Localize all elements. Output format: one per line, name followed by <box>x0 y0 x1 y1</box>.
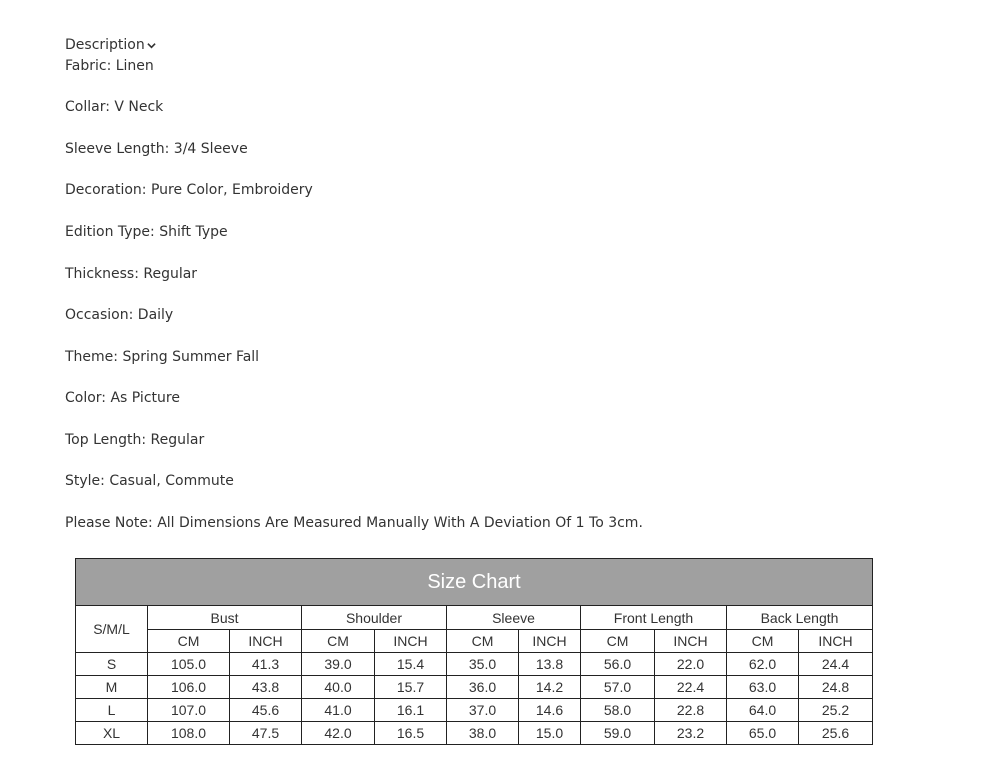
group-header-sleeve: Sleeve <box>447 606 581 630</box>
unit-header-inch: INCH <box>230 630 302 653</box>
table-cell: 25.6 <box>799 722 873 745</box>
table-cell: 14.6 <box>519 699 581 722</box>
spec-occasion: Occasion: Daily <box>65 307 174 323</box>
unit-header-inch: INCH <box>655 630 727 653</box>
table-cell: 47.5 <box>230 722 302 745</box>
table-cell: 16.1 <box>375 699 447 722</box>
table-cell: 39.0 <box>302 653 375 676</box>
spec-note: Please Note: All Dimensions Are Measured Manually With A Deviation Of 1 To 3cm. <box>65 515 643 531</box>
table-cell: 22.4 <box>655 676 727 699</box>
size-label: XL <box>76 722 148 745</box>
spec-collar: Collar: V Neck <box>65 99 164 115</box>
table-cell: 106.0 <box>148 676 230 699</box>
spec-color: Color: As Picture <box>65 390 180 406</box>
table-cell: 108.0 <box>148 722 230 745</box>
spec-thickness: Thickness: Regular <box>65 266 198 282</box>
table-cell: 41.3 <box>230 653 302 676</box>
table-cell: 15.7 <box>375 676 447 699</box>
unit-header-cm: CM <box>581 630 655 653</box>
table-cell: 107.0 <box>148 699 230 722</box>
description-header: Description <box>65 37 145 53</box>
table-cell: 16.5 <box>375 722 447 745</box>
spec-sleeve-length: Sleeve Length: 3/4 Sleeve <box>65 141 248 157</box>
spec-top-length: Top Length: Regular <box>65 432 205 448</box>
table-cell: 59.0 <box>581 722 655 745</box>
unit-header-inch: INCH <box>375 630 447 653</box>
size-label: L <box>76 699 148 722</box>
spec-decoration: Decoration: Pure Color, Embroidery <box>65 182 313 198</box>
size-chart-table <box>75 558 873 745</box>
table-row <box>76 722 873 745</box>
table-cell: 15.4 <box>375 653 447 676</box>
table-cell: 58.0 <box>581 699 655 722</box>
table-cell: 38.0 <box>447 722 519 745</box>
table-cell: 42.0 <box>302 722 375 745</box>
group-header-bust: Bust <box>148 606 302 630</box>
size-label: M <box>76 676 148 699</box>
group-header-back-length: Back Length <box>727 606 873 630</box>
unit-header-inch: INCH <box>519 630 581 653</box>
table-row <box>76 699 873 722</box>
description-toggle[interactable] <box>65 36 156 54</box>
table-cell: 24.8 <box>799 676 873 699</box>
table-cell: 37.0 <box>447 699 519 722</box>
table-cell: 105.0 <box>148 653 230 676</box>
table-cell: 56.0 <box>581 653 655 676</box>
group-header-shoulder: Shoulder <box>302 606 447 630</box>
table-cell: 22.0 <box>655 653 727 676</box>
table-cell: 13.8 <box>519 653 581 676</box>
spec-fabric: Fabric: Linen <box>65 58 154 74</box>
table-row <box>76 676 873 699</box>
unit-header-cm: CM <box>148 630 230 653</box>
spec-edition-type: Edition Type: Shift Type <box>65 224 228 240</box>
table-cell: 23.2 <box>655 722 727 745</box>
unit-header-cm: CM <box>302 630 375 653</box>
table-cell: 62.0 <box>727 653 799 676</box>
unit-header-inch: INCH <box>799 630 873 653</box>
chevron-down-icon <box>147 41 156 50</box>
table-cell: 15.0 <box>519 722 581 745</box>
size-column-header: S/M/L <box>76 606 148 653</box>
table-cell: 45.6 <box>230 699 302 722</box>
spec-theme: Theme: Spring Summer Fall <box>65 349 260 365</box>
unit-header-cm: CM <box>727 630 799 653</box>
table-cell: 35.0 <box>447 653 519 676</box>
table-cell: 43.8 <box>230 676 302 699</box>
table-cell: 40.0 <box>302 676 375 699</box>
table-cell: 41.0 <box>302 699 375 722</box>
table-cell: 63.0 <box>727 676 799 699</box>
spec-style: Style: Casual, Commute <box>65 473 234 489</box>
size-label: S <box>76 653 148 676</box>
table-cell: 65.0 <box>727 722 799 745</box>
table-cell: 14.2 <box>519 676 581 699</box>
unit-header-cm: CM <box>447 630 519 653</box>
size-chart-title: Size Chart <box>76 559 873 606</box>
group-header-front-length: Front Length <box>581 606 727 630</box>
table-cell: 24.4 <box>799 653 873 676</box>
table-row <box>76 653 873 676</box>
table-cell: 64.0 <box>727 699 799 722</box>
table-cell: 36.0 <box>447 676 519 699</box>
table-cell: 22.8 <box>655 699 727 722</box>
table-cell: 25.2 <box>799 699 873 722</box>
table-cell: 57.0 <box>581 676 655 699</box>
